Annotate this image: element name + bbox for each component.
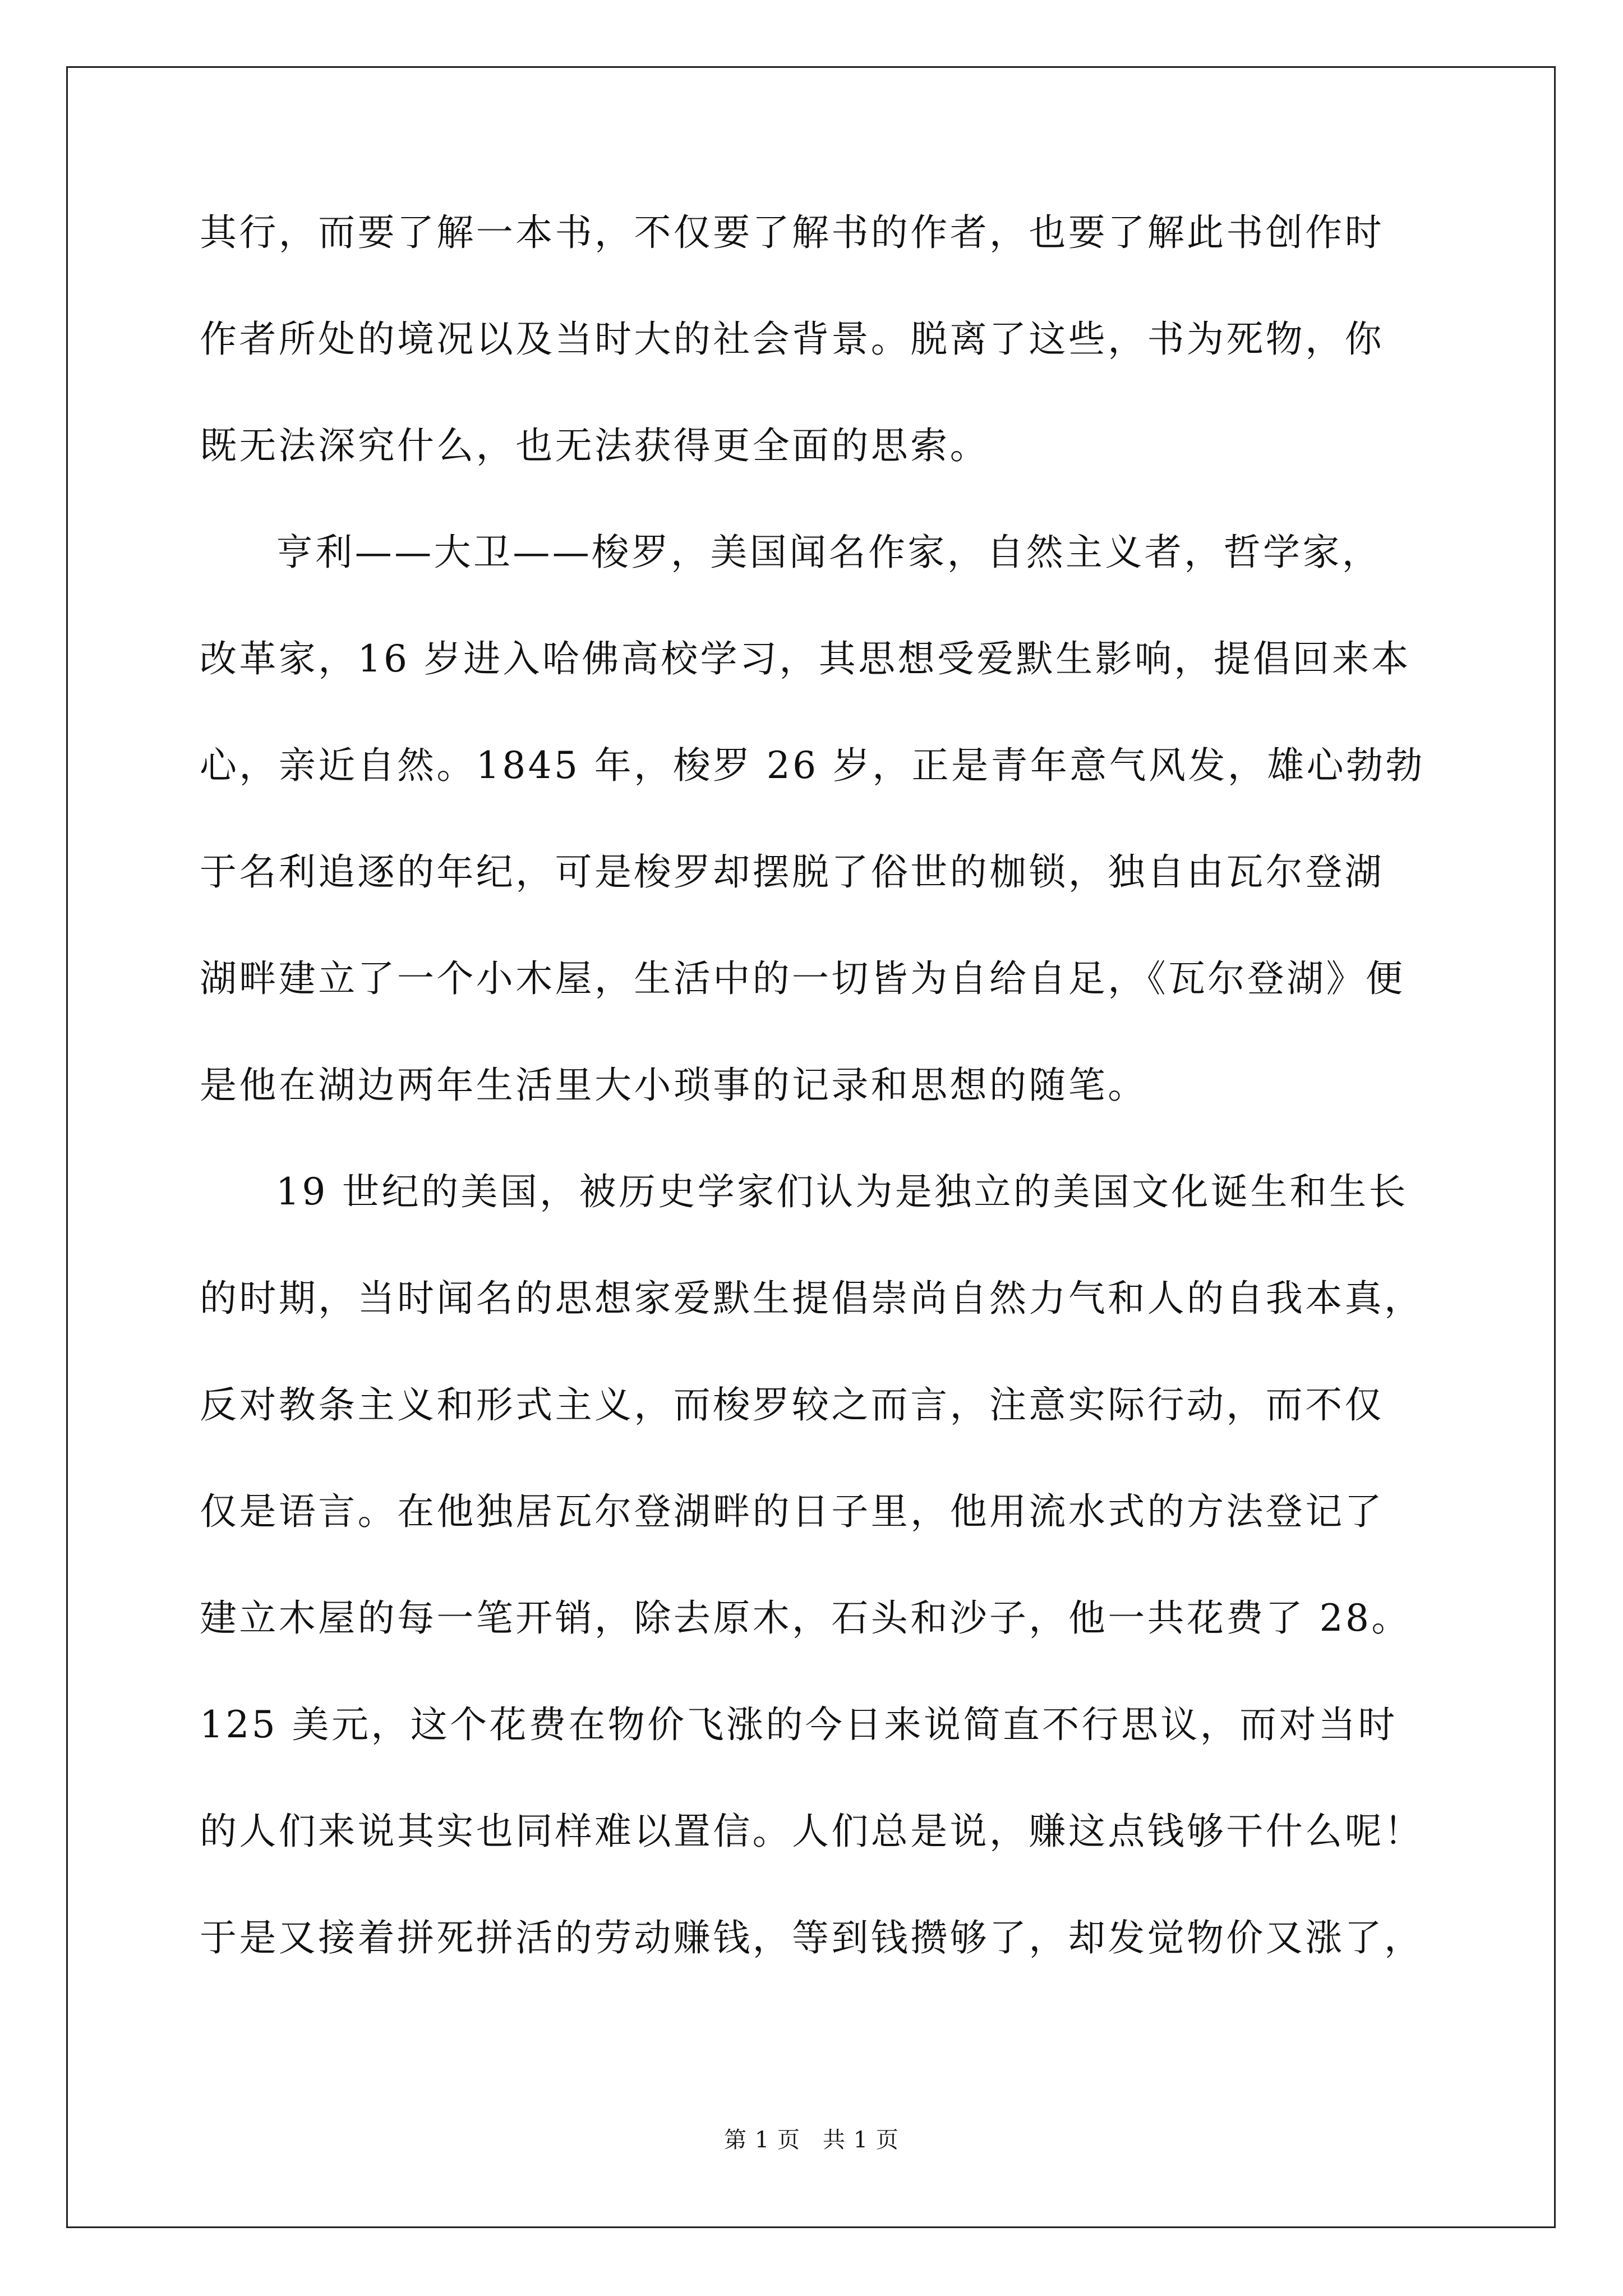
text-line: 湖畔建立了一个小木屋，生活中的一切皆为自给自足，《瓦尔登湖》便 (200, 957, 1405, 1000)
text-line: 作者所处的境况以及当时大的社会背景。脱离了这些，书为死物，你 (200, 318, 1384, 361)
text-line: 的时期，当时闻名的思想家爱默生提倡崇尚自然力气和人的自我本真， (200, 1277, 1424, 1320)
page-count: 共 1 页 (823, 2127, 899, 2153)
text-line: 反对教条主义和形式主义，而梭罗较之而言，注意实际行动，而不仅 (200, 1383, 1384, 1427)
text-line: 建立木屋的每一笔开销，除去原木，石头和沙子，他一共花费了 28。 (200, 1596, 1411, 1640)
text-line: 仅是语言。在他独居瓦尔登湖畔的日子里，他用流水式的方法登记了 (200, 1490, 1384, 1533)
page-footer (0, 2126, 1623, 2154)
text-line: 其行，而要了解一本书，不仅要了解书的作者，也要了解此书创作时 (200, 211, 1384, 254)
text-line: 于是又接着拼死拼活的劳动赚钱，等到钱攒够了，却发觉物价又涨了， (200, 1916, 1424, 1959)
text-line: 既无法深究什么，也无法获得更全面的思索。 (200, 424, 989, 467)
paragraph-first-line: 19 世纪的美国，被历史学家们认为是独立的美国文化诞生和生长 (276, 1170, 1408, 1213)
text-line: 改革家，16 岁进入哈佛高校学习，其思想受爱默生影响，提倡回来本 (200, 637, 1411, 680)
text-line: 是他在湖边两年生活里大小琐事的记录和思想的随笔。 (200, 1064, 1147, 1107)
text-line: 于名利追逐的年纪，可是梭罗却摆脱了俗世的枷锁，独自由瓦尔登湖 (200, 850, 1384, 894)
page-number: 第 1 页 (724, 2127, 800, 2153)
page-border (66, 66, 1556, 2228)
text-line: 125 美元，这个花费在物价飞涨的今日来说简直不行思议，而对当时 (200, 1703, 1398, 1746)
text-line: 心，亲近自然。1845 年，梭罗 26 岁，正是青年意气风发，雄心勃勃 (200, 744, 1425, 787)
text-line: 的人们来说其实也同样难以置信。人们总是说，赚这点钱够干什么呢！ (200, 1810, 1424, 1853)
paragraph-first-line: 亨利——大卫——梭罗，美国闻名作家，自然主义者，哲学家， (276, 531, 1382, 574)
